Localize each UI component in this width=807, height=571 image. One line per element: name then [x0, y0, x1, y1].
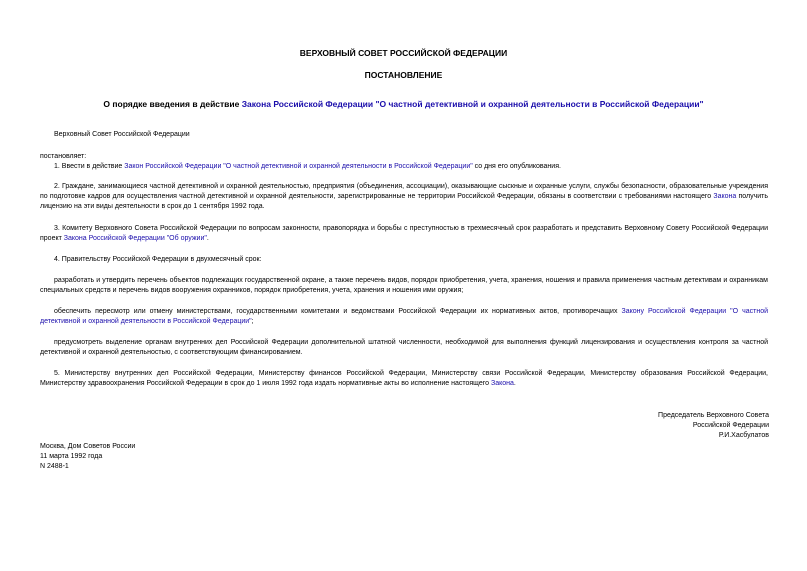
p3-text: 3. Комитету Верховного Совета Российской Федерации по вопросам законности, правопорядка и борьбы с преступностью в трехмесячный срок разработать и представить Верховному Совету Российской Федерации проект	[40, 225, 768, 242]
p1-text-end: со дня его опубликования.	[472, 163, 561, 170]
title-text: О порядке введения в действие	[103, 99, 242, 109]
p2-text: 2. Граждане, занимающиеся частной детективной и охранной деятельностью, предприятия (объединения, ассоциации), оказывающие сыскные и охранные услуги, службы безопасности, образовательные учреждения по подготовке кадров для осуществления частной детективной и охранной деятельности, зарегистрированные не территории Российской Федерации, обязаны в соответствии с требованиями настоящего	[40, 183, 768, 200]
issuer-header: ВЕРХОВНЫЙ СОВЕТ РОССИЙСКОЙ ФЕДЕРАЦИИ	[299, 48, 508, 58]
p5-text: 5. Министерству внутренних дел Российской Федерации, Министерству финансов Российской Федерации, Министерству связи Российской Федерации, Министерству образования Российской Федерации, Министерству здравоохранения Российской Федерации в срок до 1 июля 1992 года издать нормативные акты во исполнение настоящего	[40, 370, 768, 387]
paragraph-4a: разработать и утвердить перечень объектов подлежащих государственной охране, а также перечень видов, порядок приобретения, учета, хранения, ношения и правила применения частным детективам и охранникам специальных средств и перечень видов вооружения охранников, порядок приобретения, учета, хранения и ношения ими оружия;	[40, 277, 768, 294]
paragraph-2	[40, 182, 768, 212]
p4b-law-link[interactable]: Закону Российской Федерации "О частной детективной и охранной деятельности в Российской Федерации"	[40, 308, 768, 325]
p1-law-link[interactable]: Закон Российской Федерации "О частной детективной и охранной деятельности в Российской Федерации"	[124, 163, 473, 170]
p3-text-end: .	[206, 235, 209, 242]
paragraph-4c: предусмотреть выделение органам внутренних дел Российской Федерации дополнительной штатной численности, необходимой для выполнения функций лицензирования и осуществления контроля за частной детективной и охранной деятельностью, с соответствующим финансированием.	[40, 339, 768, 356]
intro-text: Верховный Совет Российской Федерации	[54, 131, 190, 138]
p2-law-link[interactable]: Закона	[713, 193, 737, 200]
p3-law-link[interactable]: Закона Российской Федерации "Об оружии"	[63, 235, 207, 242]
document-number: N 2488-1	[40, 463, 69, 470]
paragraph-1	[40, 162, 768, 172]
p2-text-end: получить лицензию на эти виды деятельности в срок до 1 сентября 1992 года.	[40, 193, 768, 210]
signature-name: Р.И.Хасбулатов	[718, 432, 769, 439]
paragraph-4b	[40, 307, 768, 327]
decides-text: постановляет:	[40, 153, 87, 160]
paragraph-3	[40, 224, 768, 244]
title-law-link[interactable]: Закона Российской Федерации "О частной детективной и охранной деятельности в Российской Федерации"	[241, 99, 704, 109]
p5-text-end: .	[513, 380, 516, 387]
document-type-header: ПОСТАНОВЛЕНИЕ	[364, 70, 443, 80]
paragraph-5	[40, 369, 768, 389]
p1-text: 1. Ввести в действие	[54, 163, 125, 170]
signing-date: 11 марта 1992 года	[40, 453, 103, 460]
p4b-text-end: ;	[251, 318, 254, 325]
signature-body: Российской Федерации	[692, 422, 769, 429]
p5-law-link[interactable]: Закона	[491, 380, 514, 387]
document-title	[20, 99, 787, 110]
signature-position: Председатель Верховного Совета	[658, 412, 769, 419]
signing-place: Москва, Дом Советов России	[40, 443, 136, 450]
paragraph-4: 4. Правительству Российской Федерации в двухмесячный срок:	[54, 256, 262, 263]
p4b-text: обеспечить пересмотр или отмену министерствами, государственными комитетами и ведомствами Российской Федерации их нормативных актов, противоречащих	[54, 308, 622, 315]
